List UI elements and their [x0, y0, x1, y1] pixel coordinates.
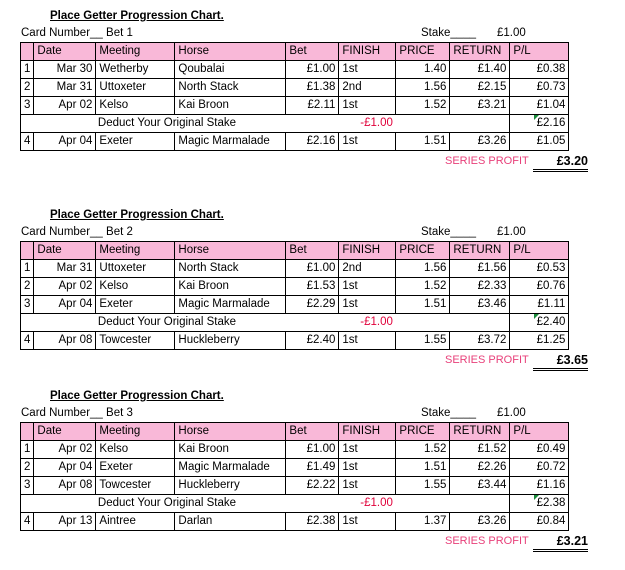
- date-cell: Apr 04: [34, 133, 96, 151]
- deduct-blank: [21, 314, 34, 332]
- header-finish: FINISH: [339, 43, 396, 61]
- deduct-blank: [396, 495, 450, 513]
- row-number: 2: [21, 79, 34, 97]
- return-cell: £2.26: [450, 459, 510, 477]
- header-row: [21, 423, 569, 441]
- finish-cell: 1st: [339, 61, 396, 79]
- stake: [421, 226, 526, 238]
- meeting-cell: Kelso: [96, 278, 175, 296]
- chart-title: Place Getter Progression Chart.: [50, 390, 224, 402]
- stake-label: Stake____: [421, 27, 476, 39]
- series-profit-value: £3.65: [533, 353, 588, 371]
- finish-cell: 1st: [339, 97, 396, 115]
- header-row: [21, 242, 569, 260]
- deduct-blank: [21, 495, 34, 513]
- header-meeting: Meeting: [96, 43, 175, 61]
- finish-cell: 1st: [339, 459, 396, 477]
- bet-cell: £1.00: [286, 61, 339, 79]
- bet-cell: £1.00: [286, 260, 339, 278]
- meeting-cell: Uttoxeter: [96, 260, 175, 278]
- return-cell: £1.40: [450, 61, 510, 79]
- deduct-blank: [396, 115, 450, 133]
- header-bet: Bet: [286, 423, 339, 441]
- progression-table: [20, 42, 569, 151]
- pl-cell: £1.04: [510, 97, 569, 115]
- deduct-blank: [34, 495, 96, 513]
- pl-cell: £0.72: [510, 459, 569, 477]
- deduct-blank: [450, 495, 510, 513]
- bet-cell: £2.29: [286, 296, 339, 314]
- header-price: PRICE: [396, 43, 450, 61]
- header-date: Date: [34, 423, 96, 441]
- horse-cell: North Stack: [175, 79, 286, 97]
- deduct-row: [21, 115, 569, 133]
- deduct-label: Deduct Your Original Stake: [96, 115, 339, 133]
- bet-cell: £2.22: [286, 477, 339, 495]
- cell-marker-icon: [534, 115, 539, 120]
- finish-cell: 2nd: [339, 79, 396, 97]
- header-bet: Bet: [286, 242, 339, 260]
- date-cell: Mar 31: [34, 79, 96, 97]
- row-number: 4: [21, 513, 34, 531]
- price-cell: 1.52: [396, 97, 450, 115]
- header-return: RETURN: [450, 43, 510, 61]
- row-number: 3: [21, 477, 34, 495]
- header-return: RETURN: [450, 423, 510, 441]
- stake: [421, 407, 526, 419]
- finish-cell: 1st: [339, 278, 396, 296]
- finish-cell: 1st: [339, 477, 396, 495]
- price-cell: 1.40: [396, 61, 450, 79]
- price-cell: 1.51: [396, 459, 450, 477]
- bet-cell: £2.38: [286, 513, 339, 531]
- meeting-cell: Aintree: [96, 513, 175, 531]
- table-row: [21, 278, 569, 296]
- card-number: [21, 226, 133, 238]
- date-cell: Apr 02: [34, 97, 96, 115]
- header-pl: P/L: [510, 43, 569, 61]
- row-number: 2: [21, 459, 34, 477]
- horse-cell: North Stack: [175, 260, 286, 278]
- return-cell: £3.72: [450, 332, 510, 350]
- horse-cell: Magic Marmalade: [175, 296, 286, 314]
- horse-cell: Magic Marmalade: [175, 133, 286, 151]
- return-cell: £3.26: [450, 513, 510, 531]
- meeting-cell: Exeter: [96, 459, 175, 477]
- finish-cell: 1st: [339, 133, 396, 151]
- stake-label: Stake____: [421, 226, 476, 238]
- header-horse: Horse: [175, 423, 286, 441]
- stake-value: £1.00: [497, 407, 526, 419]
- pl-cell: £0.53: [510, 260, 569, 278]
- pl-cell: £1.11: [510, 296, 569, 314]
- card-number: [21, 27, 133, 39]
- progression-table: [20, 422, 569, 531]
- bet-cell: £2.11: [286, 97, 339, 115]
- row-number: 4: [21, 133, 34, 151]
- return-cell: £1.52: [450, 441, 510, 459]
- deduct-pl: £2.40: [510, 314, 569, 332]
- cell-marker-icon: [534, 495, 539, 500]
- finish-cell: 1st: [339, 332, 396, 350]
- deduct-label: Deduct Your Original Stake: [96, 314, 339, 332]
- meeting-cell: Kelso: [96, 97, 175, 115]
- series-profit-label: SERIES PROFIT: [445, 155, 529, 167]
- bet-label: Bet 2: [106, 226, 133, 238]
- header-price: PRICE: [396, 423, 450, 441]
- series-profit-value: £3.20: [533, 154, 588, 172]
- deduct-row: [21, 314, 569, 332]
- finish-cell: 1st: [339, 441, 396, 459]
- card-number-label: Card Number__: [21, 226, 103, 238]
- price-cell: 1.56: [396, 260, 450, 278]
- bet-label: Bet 3: [106, 407, 133, 419]
- header-meeting: Meeting: [96, 423, 175, 441]
- deduct-value: -£1.00: [339, 314, 396, 332]
- horse-cell: Magic Marmalade: [175, 459, 286, 477]
- header-horse: Horse: [175, 43, 286, 61]
- pl-cell: £0.84: [510, 513, 569, 531]
- return-cell: £2.33: [450, 278, 510, 296]
- bet-cell: £2.16: [286, 133, 339, 151]
- table-row: [21, 61, 569, 79]
- table-row: [21, 97, 569, 115]
- table-row: [21, 459, 569, 477]
- card-number: [21, 407, 133, 419]
- meeting-cell: Exeter: [96, 296, 175, 314]
- header-finish: FINISH: [339, 242, 396, 260]
- stake: [421, 27, 526, 39]
- series-profit-value: £3.21: [533, 534, 588, 552]
- header-bet: Bet: [286, 43, 339, 61]
- horse-cell: Qoubalai: [175, 61, 286, 79]
- header-row: [21, 43, 569, 61]
- date-cell: Apr 02: [34, 441, 96, 459]
- date-cell: Mar 30: [34, 61, 96, 79]
- final-row: [21, 513, 569, 531]
- finish-cell: 1st: [339, 513, 396, 531]
- date-cell: Apr 08: [34, 477, 96, 495]
- pl-cell: £1.05: [510, 133, 569, 151]
- header-pl: P/L: [510, 423, 569, 441]
- meeting-cell: Towcester: [96, 332, 175, 350]
- header-price: PRICE: [396, 242, 450, 260]
- table-row: [21, 296, 569, 314]
- stake-value: £1.00: [497, 27, 526, 39]
- header-cell-index: [21, 423, 34, 441]
- bet-cell: £1.49: [286, 459, 339, 477]
- deduct-value: -£1.00: [339, 115, 396, 133]
- meeting-cell: Wetherby: [96, 61, 175, 79]
- deduct-label: Deduct Your Original Stake: [96, 495, 339, 513]
- price-cell: 1.56: [396, 79, 450, 97]
- final-row: [21, 332, 569, 350]
- pl-cell: £1.16: [510, 477, 569, 495]
- bet-label: Bet 1: [106, 27, 133, 39]
- card-number-label: Card Number__: [21, 407, 103, 419]
- table-row: [21, 441, 569, 459]
- header-cell-index: [21, 43, 34, 61]
- header-finish: FINISH: [339, 423, 396, 441]
- pl-cell: £0.76: [510, 278, 569, 296]
- header-date: Date: [34, 242, 96, 260]
- bet-cell: £1.38: [286, 79, 339, 97]
- price-cell: 1.51: [396, 296, 450, 314]
- deduct-value: -£1.00: [339, 495, 396, 513]
- pl-cell: £0.49: [510, 441, 569, 459]
- horse-cell: Kai Broon: [175, 278, 286, 296]
- price-cell: 1.51: [396, 133, 450, 151]
- deduct-pl: £2.38: [510, 495, 569, 513]
- final-row: [21, 133, 569, 151]
- date-cell: Apr 04: [34, 459, 96, 477]
- horse-cell: Kai Broon: [175, 441, 286, 459]
- row-number: 2: [21, 278, 34, 296]
- meeting-cell: Towcester: [96, 477, 175, 495]
- table-row: [21, 477, 569, 495]
- return-cell: £3.21: [450, 97, 510, 115]
- return-cell: £3.44: [450, 477, 510, 495]
- cell-marker-icon: [534, 314, 539, 319]
- date-cell: Mar 31: [34, 260, 96, 278]
- bet-cell: £1.00: [286, 441, 339, 459]
- price-cell: 1.52: [396, 441, 450, 459]
- row-number: 1: [21, 260, 34, 278]
- series-profit-label: SERIES PROFIT: [445, 354, 529, 366]
- deduct-row: [21, 495, 569, 513]
- meeting-cell: Uttoxeter: [96, 79, 175, 97]
- pl-cell: £1.25: [510, 332, 569, 350]
- row-number: 1: [21, 61, 34, 79]
- series-profit-label: SERIES PROFIT: [445, 535, 529, 547]
- finish-cell: 1st: [339, 296, 396, 314]
- stake-value: £1.00: [497, 226, 526, 238]
- finish-cell: 2nd: [339, 260, 396, 278]
- row-number: 4: [21, 332, 34, 350]
- deduct-blank: [450, 115, 510, 133]
- meeting-cell: Kelso: [96, 441, 175, 459]
- chart-title: Place Getter Progression Chart.: [50, 209, 224, 221]
- horse-cell: Huckleberry: [175, 477, 286, 495]
- row-number: 3: [21, 296, 34, 314]
- header-return: RETURN: [450, 242, 510, 260]
- return-cell: £1.56: [450, 260, 510, 278]
- header-meeting: Meeting: [96, 242, 175, 260]
- meeting-cell: Exeter: [96, 133, 175, 151]
- bet-cell: £2.40: [286, 332, 339, 350]
- deduct-blank: [450, 314, 510, 332]
- header-cell-index: [21, 242, 34, 260]
- horse-cell: Huckleberry: [175, 332, 286, 350]
- stake-label: Stake____: [421, 407, 476, 419]
- row-number: 3: [21, 97, 34, 115]
- header-pl: P/L: [510, 242, 569, 260]
- table-row: [21, 79, 569, 97]
- deduct-blank: [396, 314, 450, 332]
- header-date: Date: [34, 43, 96, 61]
- deduct-pl: £2.16: [510, 115, 569, 133]
- date-cell: Apr 04: [34, 296, 96, 314]
- horse-cell: Kai Broon: [175, 97, 286, 115]
- header-horse: Horse: [175, 242, 286, 260]
- table-row: [21, 260, 569, 278]
- chart-title: Place Getter Progression Chart.: [50, 10, 224, 22]
- return-cell: £2.15: [450, 79, 510, 97]
- pl-cell: £0.38: [510, 61, 569, 79]
- deduct-blank: [34, 314, 96, 332]
- return-cell: £3.46: [450, 296, 510, 314]
- return-cell: £3.26: [450, 133, 510, 151]
- date-cell: Apr 13: [34, 513, 96, 531]
- deduct-blank: [21, 115, 34, 133]
- date-cell: Apr 08: [34, 332, 96, 350]
- price-cell: 1.55: [396, 332, 450, 350]
- price-cell: 1.52: [396, 278, 450, 296]
- pl-cell: £0.73: [510, 79, 569, 97]
- horse-cell: Darlan: [175, 513, 286, 531]
- price-cell: 1.55: [396, 477, 450, 495]
- date-cell: Apr 02: [34, 278, 96, 296]
- bet-cell: £1.53: [286, 278, 339, 296]
- card-number-label: Card Number__: [21, 27, 103, 39]
- price-cell: 1.37: [396, 513, 450, 531]
- deduct-blank: [34, 115, 96, 133]
- progression-table: [20, 241, 569, 350]
- row-number: 1: [21, 441, 34, 459]
